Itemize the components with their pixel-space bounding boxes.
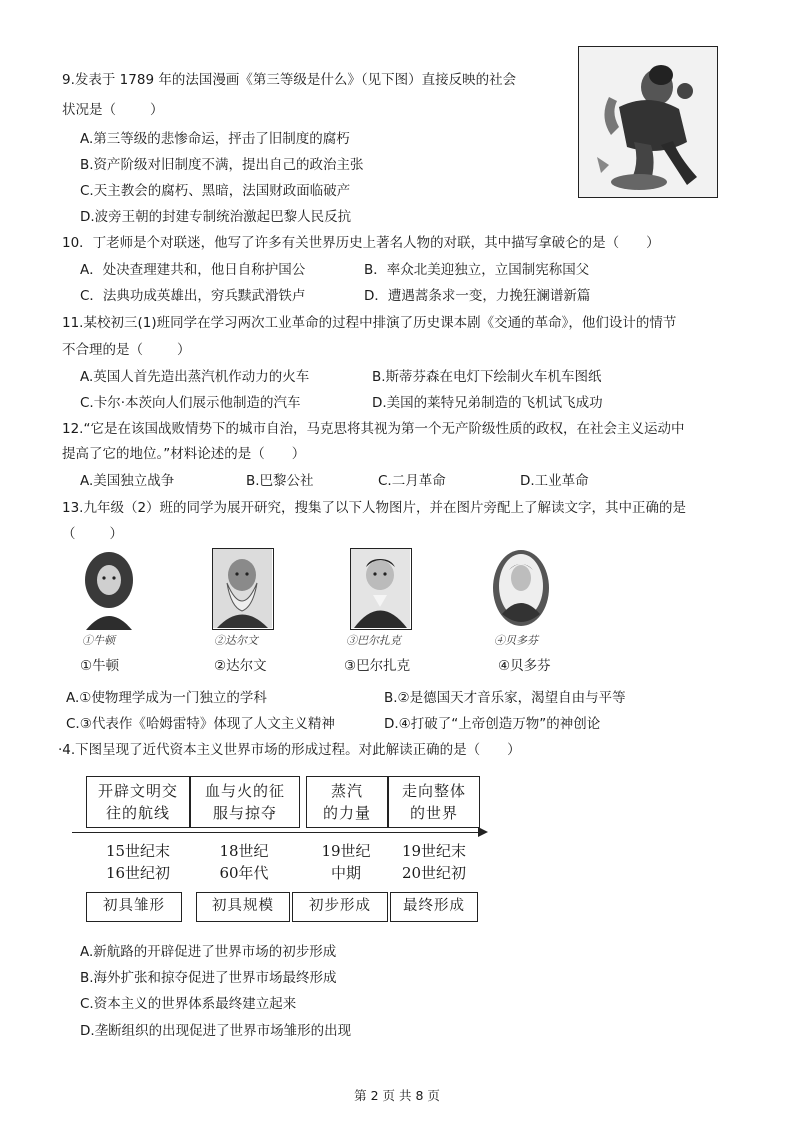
q13-option-c: C.③代表作《哈姆雷特》体现了人文主义精神: [66, 716, 335, 732]
q11-option-a: A.英国人首先造出蒸汽机作动力的火车: [80, 369, 310, 385]
time-3-line2: 中期: [330, 864, 361, 882]
timeline-stage-1: [86, 776, 190, 828]
q12-stem-line1: 12.“它是在该国战败情势下的城市自治，马克思将其视为第一个无产阶级性质的政权，在社会主义运动中: [62, 421, 685, 437]
time-2-line1: 18世纪: [219, 842, 269, 860]
q9-option-b: B.资产阶级对旧制度不满，提出自己的政治主张: [80, 157, 364, 173]
q9-stem-text: 状况是（: [62, 102, 116, 118]
q13-option-b: B.②是德国天才音乐家，渴望自由与平等: [384, 690, 626, 706]
portrait-balzac-icon: [351, 549, 410, 628]
portrait-1-label: ①牛顿: [80, 658, 120, 674]
portrait-2: [212, 548, 274, 630]
q14-option-d: D.垄断组织的出现促进了世界市场雏形的出现: [80, 1023, 352, 1039]
q12-option-c: C.二月革命: [378, 473, 446, 489]
portrait-3-handwritten-caption: ③巴尔扎克: [346, 634, 401, 647]
q11-stem-line1: 11.某校初三(1)班同学在学习两次工业革命的过程中排演了历史课本剧《交通的革命》，他们设计的情节: [62, 315, 677, 331]
stage-1-line2: 往的航线: [105, 804, 170, 822]
portrait-darwin-icon: [213, 549, 272, 628]
q9-option-a: A.第三等级的悲惨命运，抨击了旧制度的腐朽: [80, 131, 350, 147]
q10-option-b: B．率众北美迎独立，立国制宪称国父: [364, 262, 590, 278]
q12-option-d: D.工业革命: [520, 473, 589, 489]
timeline-result-3: 初步形成: [292, 892, 388, 922]
portrait-4-handwritten-caption: ④贝多芬: [494, 634, 538, 647]
stage-1-line1: 开辟文明交: [97, 782, 178, 800]
q13-option-a: A.①使物理学成为一门独立的学科: [66, 690, 267, 706]
timeline-time-4: [386, 840, 482, 884]
timeline-result-4: 最终形成: [390, 892, 478, 922]
timeline-result-1: 初具雏形: [86, 892, 182, 922]
q10-option-a: A．处决查理建共和，他日自称护国公: [80, 262, 306, 278]
stage-2-line2: 服与掠夺: [212, 804, 277, 822]
stage-4-line1: 走向整体: [401, 782, 466, 800]
stage-2-line1: 血与火的征: [204, 782, 285, 800]
portrait-1-handwritten-caption: ①牛顿: [82, 634, 115, 647]
q13-stem-end: ）: [109, 526, 123, 542]
timeline-time-2: [196, 840, 292, 884]
portrait-beethoven-icon: [490, 548, 552, 630]
q11-stem-end: ）: [177, 342, 191, 358]
portrait-2-handwritten-caption: ②达尔文: [214, 634, 258, 647]
timeline-axis: [72, 832, 480, 833]
q11-option-b: B.斯蒂芬森在电灯下绘制火车机车图纸: [372, 369, 602, 385]
portrait-2-label: ②达尔文: [214, 658, 267, 674]
q12-stem-line2: 提高了它的地位。”材料论述的是（ ）: [62, 446, 306, 462]
time-1-line1: 15世纪末: [105, 842, 171, 860]
stage-4-line2: 的世界: [409, 804, 458, 822]
q9-option-c: C.天主教会的腐朽、黑暗，法国财政面临破产: [80, 183, 351, 199]
timeline-stage-3: [306, 776, 388, 828]
q10-option-c: C．法典功成英雄出，穷兵黩武滑铁卢: [80, 288, 306, 304]
portrait-3: [350, 548, 412, 630]
portrait-4: [490, 548, 552, 630]
portrait-3-label: ③巴尔扎克: [344, 658, 411, 674]
timeline-stage-2: [190, 776, 300, 828]
timeline-stage-4: [388, 776, 480, 828]
q14-option-c: C.资本主义的世界体系最终建立起来: [80, 996, 297, 1012]
q10-stem: 10．丁老师是个对联迷，他写了许多有关世界历史上著名人物的对联，其中描写拿破仑的是（ ）: [62, 235, 660, 251]
stage-3-line1: 蒸汽: [330, 782, 363, 800]
q14-option-b: B.海外扩张和掠夺促进了世界市场最终形成: [80, 970, 337, 986]
q11-option-d: D.美国的莱特兄弟制造的飞机试飞成功: [372, 395, 603, 411]
time-4-line1: 19世纪末: [401, 842, 467, 860]
q13-stem-text: （: [62, 526, 76, 542]
q10-option-d: D．遭遇蒿条求一变，力挽狂澜谱新篇: [364, 288, 591, 304]
q12-option-b: B.巴黎公社: [246, 473, 314, 489]
timeline-time-1: [90, 840, 186, 884]
time-2-line2: 60年代: [219, 864, 269, 882]
q14-option-a: A.新航路的开辟促进了世界市场的初步形成: [80, 944, 337, 960]
timeline-arrow-icon: [478, 827, 488, 837]
q9-stem-line2: [62, 100, 164, 120]
q11-stem-line2: [62, 340, 191, 360]
time-3-line1: 19世纪: [321, 842, 371, 860]
timeline-result-2: 初具规模: [196, 892, 290, 922]
time-1-line2: 16世纪初: [105, 864, 171, 882]
page-footer: 第 2 页 共 8 页: [354, 1088, 440, 1103]
q11-stem-text: 不合理的是（: [62, 342, 143, 358]
q14-stem: ·4.下图呈现了近代资本主义世界市场的形成过程。对此解读正确的是（ ）: [58, 742, 521, 758]
q13-stem-line1: 13.九年级（2）班的同学为展开研究，搜集了以下人物图片，并在图片旁配上了解读文字，其中正确的是: [62, 500, 687, 516]
q13-option-d: D.④打破了“上帝创造万物”的神创论: [384, 716, 601, 732]
q11-option-c: C.卡尔·本茨向人们展示他制造的汽车: [80, 395, 301, 411]
timeline-time-3: [298, 840, 394, 884]
time-4-line2: 20世纪初: [401, 864, 467, 882]
cartoon-illustration-icon: [579, 47, 717, 197]
q12-option-a: A.美国独立战争: [80, 473, 175, 489]
q13-stem-line2: [62, 524, 123, 544]
portrait-1: [78, 548, 140, 630]
q9-stem-end: ）: [150, 102, 164, 118]
stage-3-line2: 的力量: [322, 804, 371, 822]
third-estate-cartoon-image: [578, 46, 718, 198]
q9-stem-line1: 9.发表于 1789 年的法国漫画《第三等级是什么》（见下图）直接反映的社会: [62, 72, 517, 88]
portrait-4-label: ④贝多芬: [498, 658, 551, 674]
q9-option-d: D.波旁王朝的封建专制统治激起巴黎人民反抗: [80, 209, 352, 225]
portrait-newton-icon: [78, 548, 140, 630]
